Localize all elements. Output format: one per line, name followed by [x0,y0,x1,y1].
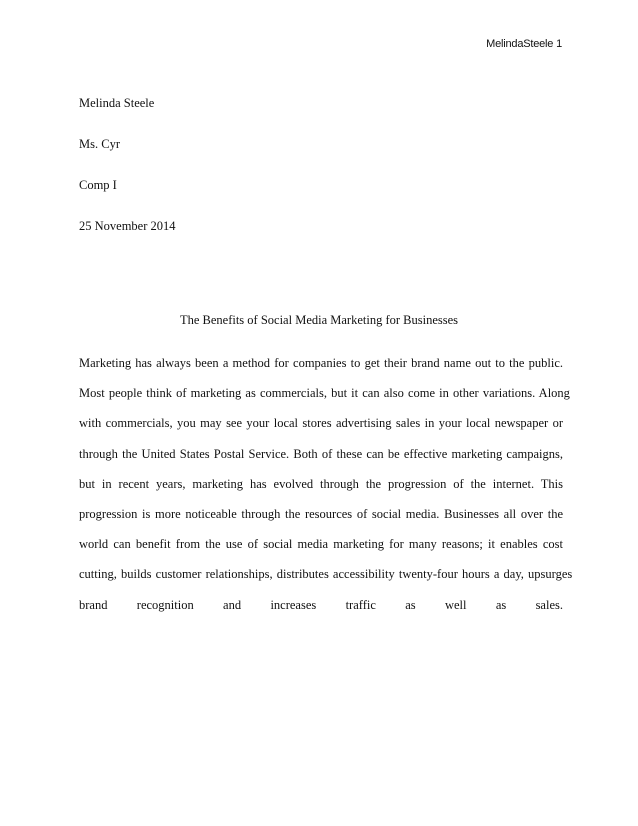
body-line: world can benefit from the use of social media marketing for many reasons; it enables cost [79,537,563,552]
body-line: Most people think of marketing as commercials, but it can also come in other variations. Along [79,386,570,401]
body-line: through the United States Postal Service. Both of these can be effective marketing campaigns, [79,446,563,461]
essay-body [79,348,573,620]
course-name: Comp I [79,178,117,192]
body-line: Marketing has always been a method for companies to get their brand name out to the public. [79,356,563,370]
body-line: but in recent years, marketing has evolved through the progression of the internet. This [79,476,563,491]
body-line: cutting, builds customer relationships, distributes accessibility twenty-four hours a day, upsurges [79,567,573,582]
body-line: brand recognition and increases traffic as well as sales. [79,597,563,612]
running-header: MelindaSteele 1 [486,38,562,50]
essay-title: The Benefits of Social Media Marketing for Businesses [179,313,459,327]
author-name: Melinda Steele [79,96,155,110]
body-line: with commercials, you may see your local stores advertising sales in your local newspaper or [79,416,563,431]
essay-date: 25 November 2014 [79,219,176,233]
instructor-name: Ms. Cyr [79,137,120,151]
body-line: progression is more noticeable through the resources of social media. Businesses all over the [79,507,563,522]
